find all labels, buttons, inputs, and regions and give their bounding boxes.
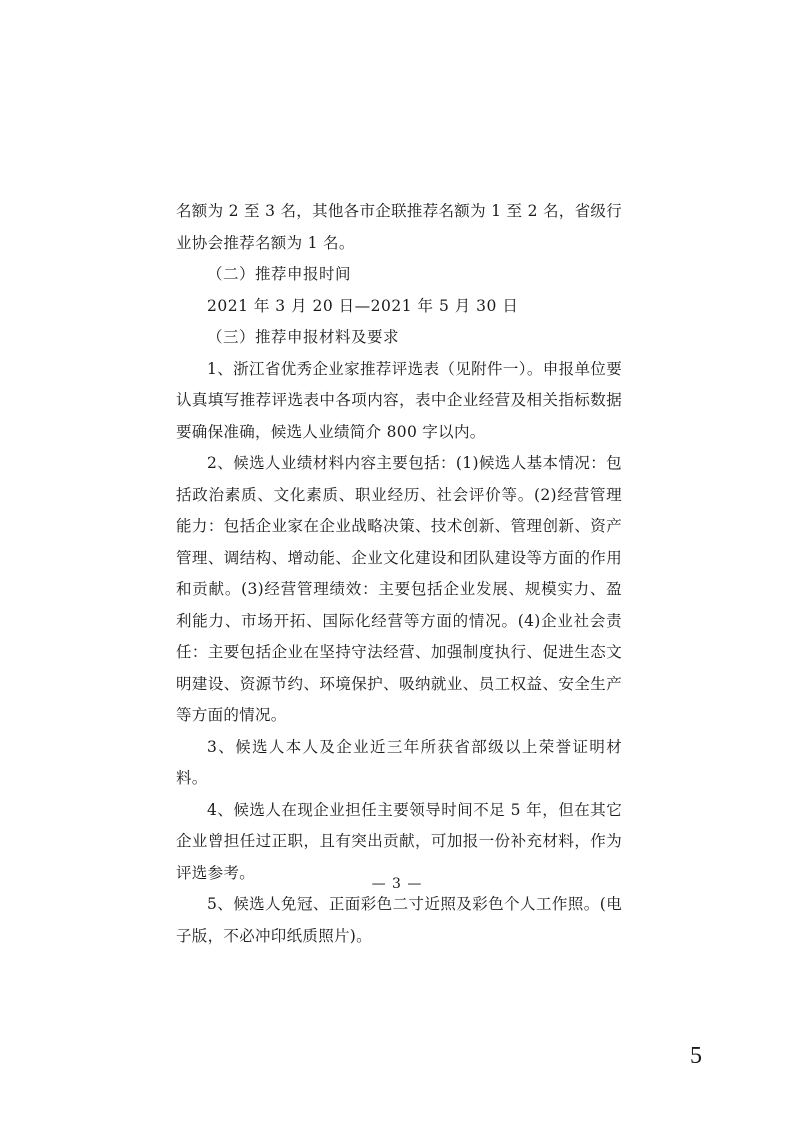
inner-page-number: — 3 —	[371, 876, 423, 892]
document-body	[176, 196, 622, 952]
date-range: 2021 年 3 月 20 日—2021 年 5 月 30 日	[207, 296, 519, 315]
paragraph-item-2: 2、候选人业绩材料内容主要包括：(1)候选人基本情况：包括政治素质、文化素质、职业经历、社会评价等。(2)经营管理能力：包括企业家在企业战略决策、技术创新、管理创新、资产管理、调结构、增动能、企业文化建设和团队建设等方面的作用和贡献。(3)经营管理绩效：主要包括企业发展、规模实力、盈利能力、市场开拓、国际化经营等方面的情况。(4)企业社会责任：主要包括企业在坚持守法经营、加强制度执行、促进生态文明建设、资源节约、环境保护、吸纳就业、员工权益、安全生产等方面的情况。	[176, 454, 622, 724]
paragraph-quota: 名额为 2 至 3 名，其他各市企联推荐名额为 1 至 2 名，省级行业协会推荐名额为 1 名。	[176, 202, 622, 252]
section-heading-time: （二）推荐申报时间	[207, 265, 352, 283]
paragraph-item-4: 4、候选人在现企业担任主要领导时间不足 5 年，但在其它企业曾担任过正职，且有突出贡献，可加报一份补充材料，作为评选参考。	[176, 800, 622, 882]
paragraph-item-3: 3、候选人本人及企业近三年所获省部级以上荣誉证明材料。	[176, 737, 622, 787]
paragraph-item-1: 1、浙江省优秀企业家推荐评选表（见附件一）。申报单位要认真填写推荐评选表中各项内容，表中企业经营及相关指标数据要确保准确，候选人业绩简介 800 字以内。	[176, 359, 622, 441]
paragraph-item-5: 5、候选人免冠、正面彩色二寸近照及彩色个人工作照。(电子版，不必冲印纸质照片)。	[176, 895, 622, 945]
section-heading-materials: （三）推荐申报材料及要求	[207, 328, 400, 346]
sheet-page-number: 5	[690, 1043, 702, 1069]
